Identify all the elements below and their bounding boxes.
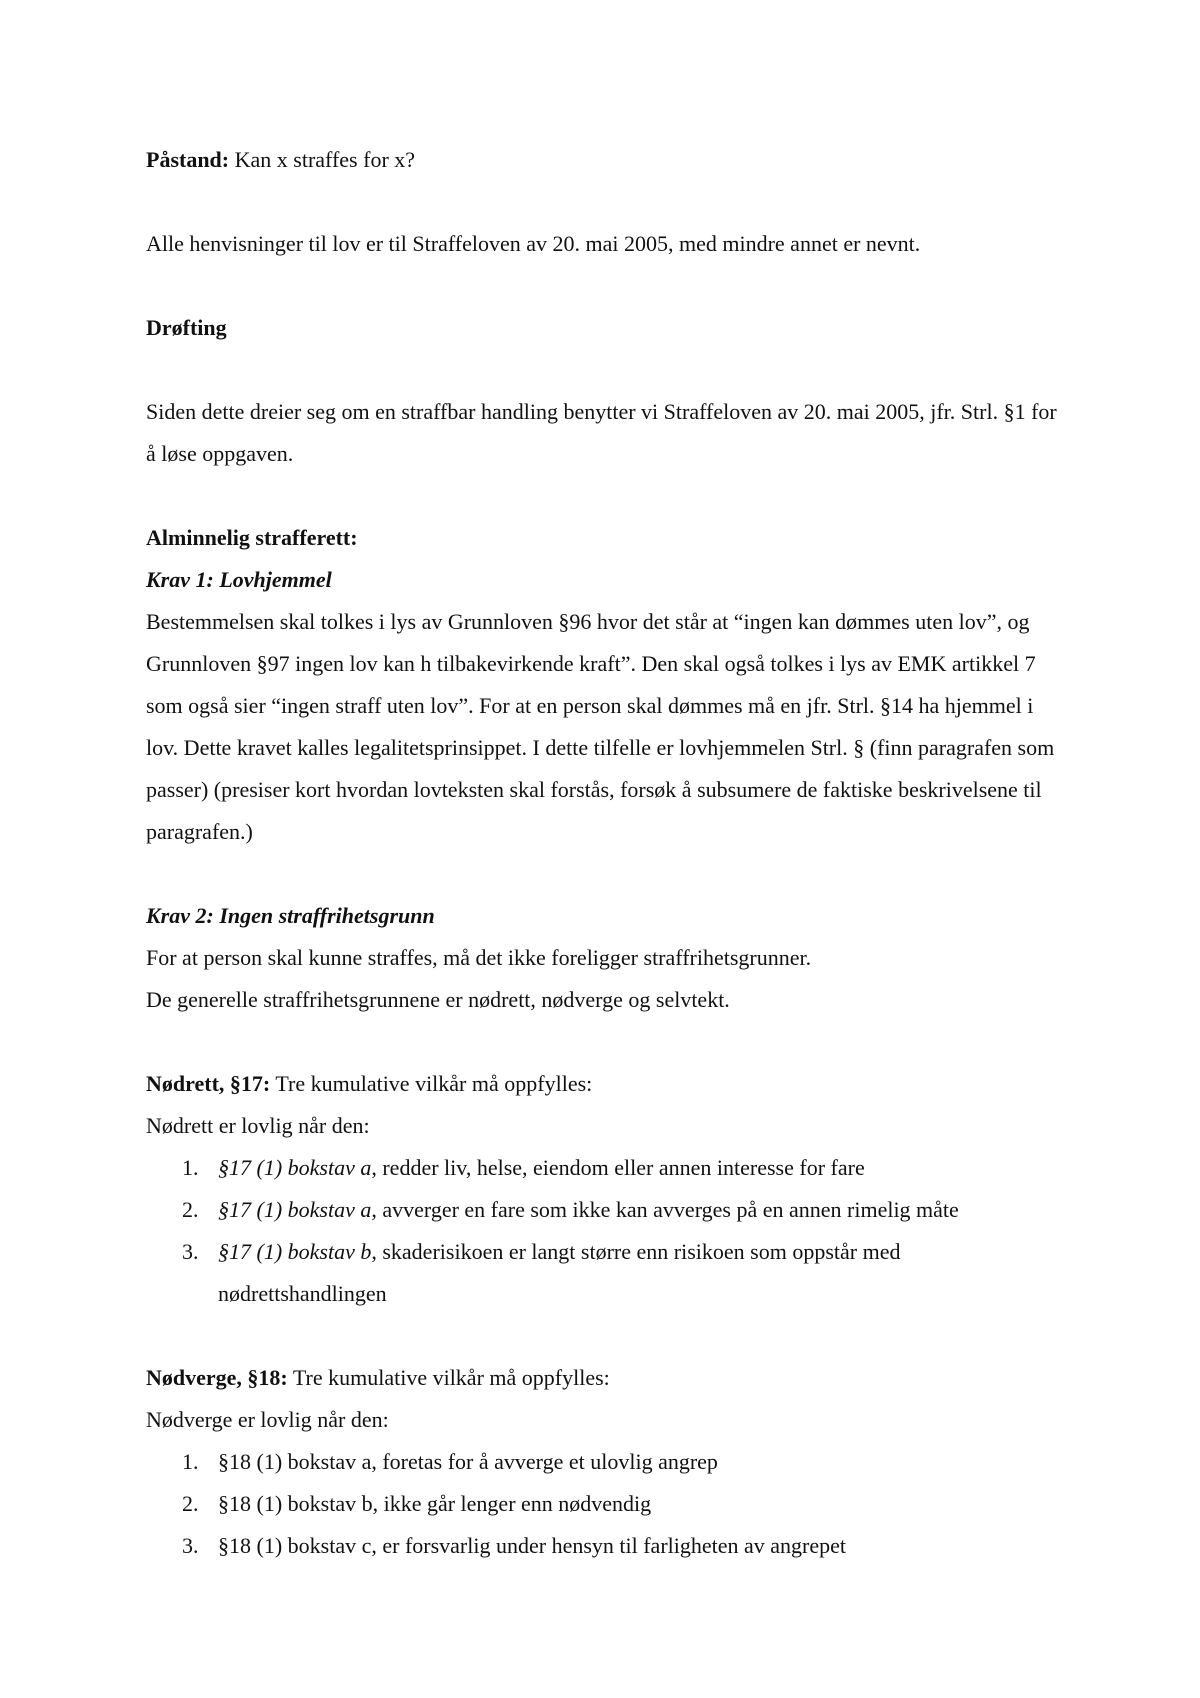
list-number: 3.	[182, 1239, 199, 1264]
nodverge-label: Nødverge, §18:	[146, 1365, 288, 1390]
list-text: §18 (1) bokstav a, foretas for å avverge et ulovlig angrep	[218, 1449, 718, 1474]
nodrett-label: Nødrett, §17:	[146, 1071, 271, 1096]
list-number: 1.	[182, 1155, 199, 1180]
nodverge-text: Tre kumulative vilkår må oppfylles:	[287, 1365, 610, 1390]
list-item	[146, 1147, 1066, 1189]
nodrett-text: Tre kumulative vilkår må oppfylles:	[270, 1071, 593, 1096]
krav2-line-1: For at person skal kunne straffes, må det ikke foreligger straffrihetsgrunner.	[146, 945, 812, 970]
nodverge-heading-line	[146, 1357, 1066, 1399]
list-item	[146, 1441, 1066, 1483]
list-ref: §17 (1) bokstav a	[218, 1197, 372, 1222]
claim-text: Kan x straffes for x?	[229, 147, 416, 172]
list-number: 1.	[182, 1449, 199, 1474]
krav1-heading: Krav 1: Lovhjemmel	[146, 567, 332, 592]
document-body	[146, 139, 1066, 1567]
list-text: §18 (1) bokstav b, ikke går lenger enn nødvendig	[218, 1491, 652, 1516]
list-text: , redder liv, helse, eiendom eller annen interesse for fare	[371, 1155, 865, 1180]
list-text: , skaderisikoen er langt større enn risikoen som oppstår med nødrettshandlingen	[218, 1239, 901, 1306]
nodrett-heading-line	[146, 1063, 1066, 1105]
nodverge-list	[146, 1441, 1066, 1567]
references-note: Alle henvisninger til lov er til Straffeloven av 20. mai 2005, med mindre annet er nevnt.	[146, 231, 921, 256]
list-number: 2.	[182, 1491, 199, 1516]
claim-label: Påstand:	[146, 147, 230, 172]
list-text: §18 (1) bokstav c, er forsvarlig under hensyn til farligheten av angrepet	[218, 1533, 847, 1558]
nodverge-lead: Nødverge er lovlig når den:	[146, 1407, 389, 1432]
general-heading: Alminnelig strafferett:	[146, 525, 358, 550]
list-number: 3.	[182, 1533, 199, 1558]
krav2-heading: Krav 2: Ingen straffrihetsgrunn	[146, 903, 435, 928]
list-ref: §17 (1) bokstav a	[218, 1155, 372, 1180]
list-item	[146, 1483, 1066, 1525]
list-item	[146, 1189, 1066, 1231]
list-ref: §17 (1) bokstav b	[218, 1239, 372, 1264]
nodrett-list	[146, 1147, 1066, 1315]
krav2-line-2: De generelle straffrihetsgrunnene er nødrett, nødverge og selvtekt.	[146, 987, 730, 1012]
list-text: , avverger en fare som ikke kan avverges på en annen rimelig måte	[371, 1197, 959, 1222]
intro-paragraph: Siden dette dreier seg om en straffbar handling benytter vi Straffeloven av 20. mai 2005, jfr. Strl. §1 for å løse oppgaven.	[146, 399, 1057, 466]
list-number: 2.	[182, 1197, 199, 1222]
discussion-heading: Drøfting	[146, 315, 227, 340]
krav1-paragraph: Bestemmelsen skal tolkes i lys av Grunnloven §96 hvor det står at “ingen kan dømmes uten lov”, og Grunnloven §97 ingen lov kan h tilbakevirkende kraft”. Den skal også tolkes i lys av EMK artikkel 7 som også sier “ingen straff uten lov”. For at en person skal dømmes må en jfr. Strl. §14 ha hjemmel i lov. Dette kravet kalles legalitetsprinsippet. I dette tilfelle er lovhjemmelen Strl. § (finn paragrafen som passer) (presiser kort hvordan lovteksten skal forstås, forsøk å subsumere de faktiske beskrivelsene til paragrafen.)	[146, 609, 1055, 844]
list-item	[146, 1525, 1066, 1567]
claim-line	[146, 139, 1066, 181]
list-item	[146, 1231, 1066, 1315]
nodrett-lead: Nødrett er lovlig når den:	[146, 1113, 370, 1138]
